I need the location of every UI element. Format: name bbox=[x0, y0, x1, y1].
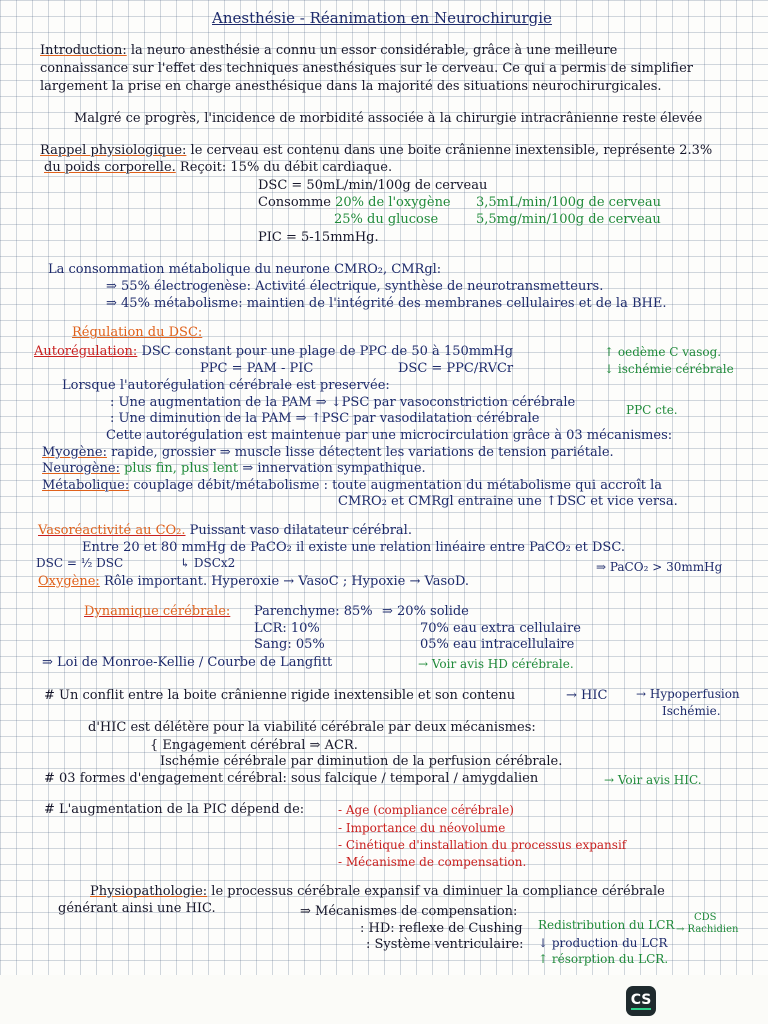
ppc-cte: PPC cte. bbox=[626, 403, 678, 417]
myogene-text: rapide, grossier ⇒ muscle lisse détectent les variations de tension pariétale. bbox=[111, 445, 614, 460]
page-title: Anesthésie - Réanimation en Neurochirurgie bbox=[212, 9, 552, 27]
dynamique-label: Dynamique cérébrale: bbox=[84, 604, 231, 619]
conso-line-2: ⇒ 55% électrogenèse: Activité électrique, synthèse de neurotransmetteurs. bbox=[106, 279, 604, 294]
physio-redistribution: Redistribution du LCR bbox=[538, 918, 675, 932]
vaso-text: Puissant vaso dilatateur cérébral. bbox=[189, 523, 412, 538]
vaso-dsc-x2: ↳ DSCx2 bbox=[180, 556, 236, 570]
metabolique-line bbox=[42, 478, 662, 494]
conso-line-3: ⇒ 45% métabolisme: maintien de l'intégrité des membranes cellulaires et de la BHE. bbox=[106, 296, 667, 311]
conflit-hic: → HIC bbox=[566, 688, 608, 703]
aug-pic-item-1: - Age (compliance cérébrale) bbox=[338, 803, 514, 817]
oedeme-note: ↑ oedème C vasog. bbox=[604, 345, 722, 359]
rappel-label: Rappel physiologique: bbox=[40, 143, 187, 158]
neurogene-label: Neurogène: bbox=[42, 461, 120, 476]
camscanner-logo bbox=[626, 986, 656, 1016]
formes-note: → Voir avis HIC. bbox=[604, 773, 702, 787]
rappel-dsc: DSC = 50mL/min/100g de cerveau bbox=[258, 178, 488, 193]
physio-mecanismes: ⇒ Mécanismes de compensation: bbox=[300, 904, 518, 919]
autoreg-line bbox=[34, 344, 513, 360]
regulation-title: Régulation du DSC: bbox=[72, 325, 203, 340]
dyn-intra: 05% eau intracellulaire bbox=[420, 637, 575, 652]
rappel-ox-pct: 20% de l'oxygène bbox=[335, 195, 451, 210]
physio-label: Physiopathologie: bbox=[90, 884, 208, 899]
rappel-consomme bbox=[258, 195, 451, 211]
physio-line-1 bbox=[90, 884, 665, 900]
intro-text-3: largement la prise en charge anesthésique dans la majorité des situations neurochirurgicales. bbox=[40, 79, 662, 94]
physio-cds: CDS bbox=[694, 912, 717, 923]
conso-line-1: La consommation métabolique du neurone CMRO₂, CMRgl: bbox=[48, 262, 442, 277]
vaso-label: Vasoréactivité au CO₂. bbox=[38, 523, 186, 538]
rappel-gl-pct: 25% du glucose bbox=[334, 212, 439, 227]
rappel-line-1 bbox=[40, 143, 712, 159]
neurogene-text: ⇒ innervation sympathique. bbox=[242, 461, 426, 476]
rappel-text-1: le cerveau est contenu dans une boite crânienne inextensible, représente 2.3% bbox=[190, 143, 713, 158]
rappel-gl-val: 5,5mg/min/100g de cerveau bbox=[476, 212, 661, 227]
metabolique-text-2: CMRO₂ et CMRgl entraine une ↑DSC et vice versa. bbox=[338, 494, 678, 509]
rappel-pic: PIC = 5-15mmHg. bbox=[258, 230, 379, 245]
dyn-extra: 70% eau extra cellulaire bbox=[420, 621, 581, 636]
dyn-sang: Sang: 05% bbox=[254, 637, 325, 652]
dyn-parenchyme: Parenchyme: 85% bbox=[254, 604, 373, 619]
physio-production: ↓ production du LCR bbox=[538, 936, 668, 950]
physio-hd: : HD: reflexe de Cushing bbox=[360, 921, 523, 936]
ischemie-note: ↓ ischémie cérébrale bbox=[604, 362, 734, 376]
autoreg-label: Autorégulation: bbox=[34, 344, 138, 359]
vaso-linear: Entre 20 et 80 mmHg de PaCO₂ il existe une relation linéaire entre PaCO₂ et DSC. bbox=[82, 540, 625, 555]
rappel-line-2 bbox=[44, 160, 392, 176]
aug-pam: : Une augmentation de la PAM ⇒ ↓PSC par vasoconstriction cérébrale bbox=[110, 395, 576, 410]
vaso-paco2: ⇒ PaCO₂ > 30mmHg bbox=[596, 560, 723, 574]
dsc-equation: DSC = PPC/RVCr bbox=[398, 361, 514, 376]
hic-ischemie: Ischémie cérébrale par diminution de la perfusion cérébrale. bbox=[160, 754, 563, 769]
vaso-dsc-half: DSC = ½ DSC bbox=[36, 556, 124, 570]
rappel-ox-val: 3,5mL/min/100g de cerveau bbox=[476, 195, 662, 210]
neurogene-note: plus fin, plus lent bbox=[124, 461, 239, 476]
intro-text-2: connaissance sur l'effet des techniques anesthésiques sur le cerveau. Ce qui a permis de simplifier bbox=[40, 61, 694, 76]
intro-label: Introduction: bbox=[40, 43, 127, 58]
physio-resorption: ↑ résorption du LCR. bbox=[538, 952, 669, 966]
metabolique-text: couplage débit/métabolisme : toute augmentation du métabolisme qui accroît la bbox=[133, 478, 662, 493]
vaso-line bbox=[38, 523, 412, 539]
autoreg-preserved: Lorsque l'autorégulation cérébrale est preservée: bbox=[62, 378, 390, 393]
conflit-line: # Un conflit entre la boite crânienne rigide inextensible et son contenu bbox=[44, 688, 516, 703]
myogene-label: Myogène: bbox=[42, 445, 107, 460]
aug-pic-item-2: - Importance du néovolume bbox=[338, 821, 506, 835]
neurogene-line bbox=[42, 461, 426, 477]
oxygene-text: Rôle important. Hyperoxie → VasoC ; Hypoxie → VasoD. bbox=[103, 574, 470, 589]
aug-pic-item-3: - Cinétique d'installation du processus expansif bbox=[338, 838, 627, 852]
hic-deletere: d'HIC est délétère pour la viabilité cérébrale par deux mécanismes: bbox=[88, 720, 536, 735]
rappel-poids: du poids corporelle. bbox=[44, 160, 176, 175]
dim-pam: : Une diminution de la PAM ⇒ ↑PSC par vasodilatation cérébrale bbox=[110, 411, 540, 426]
physio-text-2: générant ainsi une HIC. bbox=[58, 901, 216, 916]
conflit-ischemie: Ischémie. bbox=[662, 704, 721, 718]
metabolique-label: Métabolique: bbox=[42, 478, 130, 493]
physio-systeme: : Système ventriculaire: bbox=[366, 937, 524, 952]
autoreg-text: DSC constant pour une plage de PPC de 50 à 150mmHg bbox=[141, 344, 514, 359]
rappel-recoit: Reçoit: 15% du débit cardiaque. bbox=[179, 160, 393, 175]
dyn-solide: ⇒ 20% solide bbox=[382, 604, 469, 619]
formes-engagement: # 03 formes d'engagement cérébral: sous falcique / temporal / amygdalien bbox=[44, 771, 539, 786]
aug-pic-item-4: - Mécanisme de compensation. bbox=[338, 855, 527, 869]
myogene-line bbox=[42, 445, 614, 461]
conflit-hypoperfusion: → Hypoperfusion bbox=[636, 687, 740, 701]
rappel-consomme-label: Consomme bbox=[258, 195, 331, 210]
intro-line-1 bbox=[40, 43, 617, 59]
oxygene-line bbox=[38, 574, 469, 590]
ppc-equation: PPC = PAM - PIC bbox=[200, 361, 314, 376]
intro-text-1: la neuro anesthésie a connu un essor considérable, grâce à une meilleure bbox=[130, 43, 618, 58]
hic-engagement: { Engagement cérébral ⇒ ACR. bbox=[150, 738, 358, 753]
physio-text-1: le processus cérébrale expansif va diminuer la compliance cérébrale bbox=[211, 884, 665, 899]
watermark-text: CS bbox=[630, 991, 652, 1008]
oxygene-label: Oxygène: bbox=[38, 574, 100, 589]
dyn-lcr: LCR: 10% bbox=[254, 621, 320, 636]
dyn-monroe-note: → Voir avis HD cérébrale. bbox=[418, 657, 574, 671]
aug-pic-title: # L'augmentation de la PIC dépend de: bbox=[44, 802, 305, 817]
intro-text-4: Malgré ce progrès, l'incidence de morbidité associée à la chirurgie intracrânienne reste élevée bbox=[74, 111, 703, 126]
dyn-monroe: ⇒ Loi de Monroe-Kellie / Courbe de Langfitt bbox=[42, 655, 333, 670]
physio-rachidien: → Rachidien bbox=[676, 924, 739, 935]
mecanismes: Cette autorégulation est maintenue par une microcirculation grâce à 03 mécanismes: bbox=[106, 428, 673, 443]
